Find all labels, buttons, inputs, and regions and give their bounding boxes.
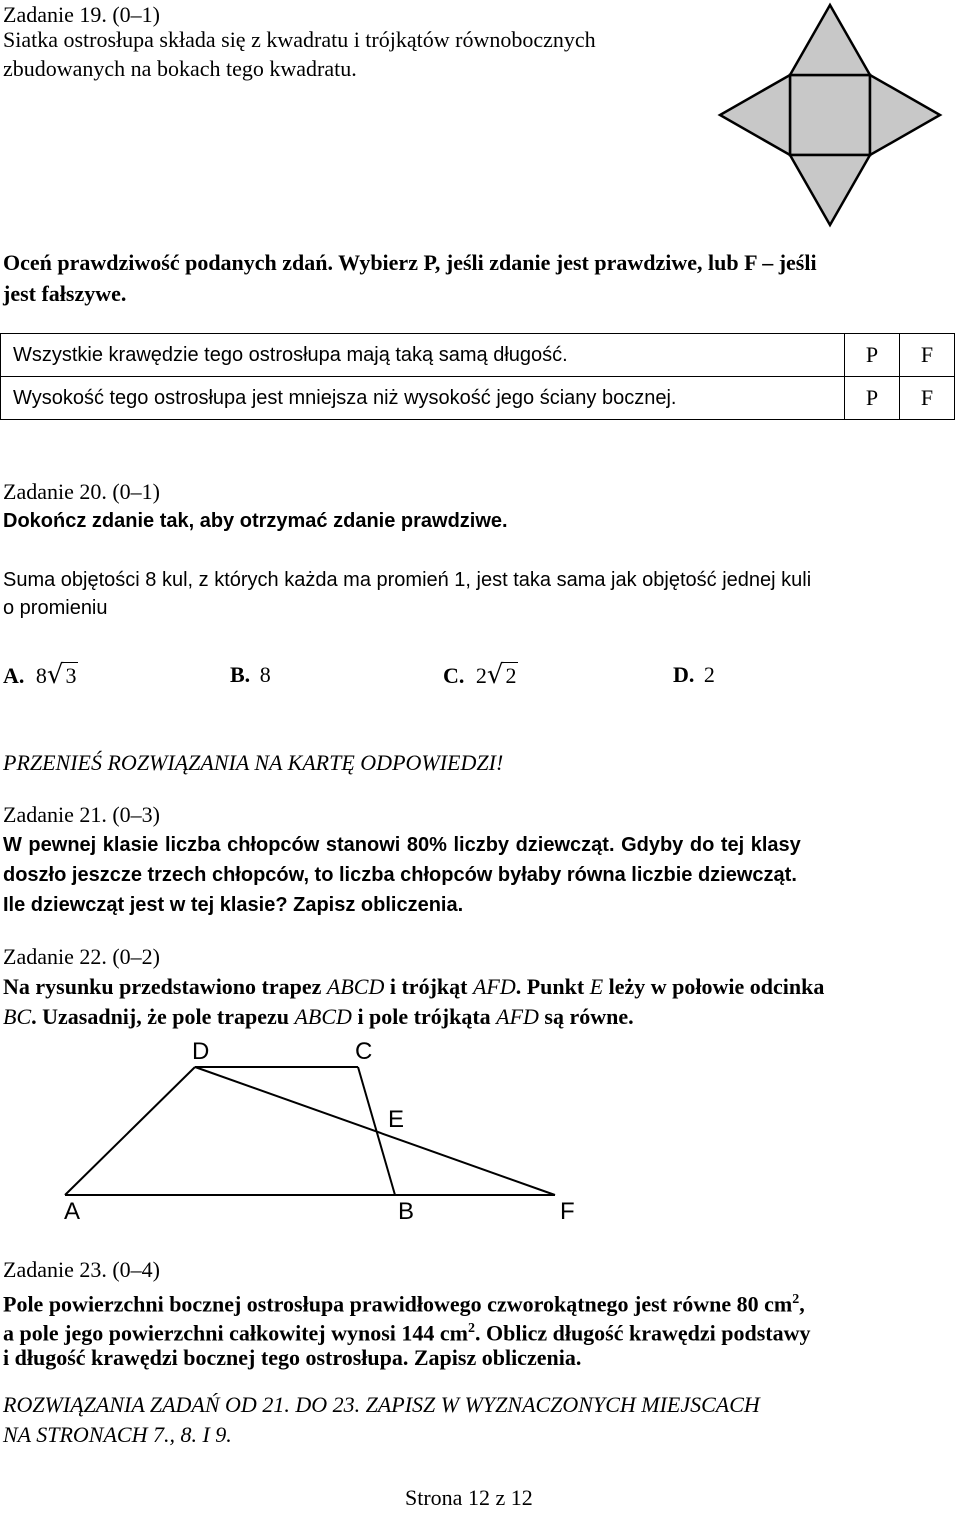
task20-stem-line1: Suma objętości 8 kul, z których każda ma promień 1, jest taka sama jak objętość jednej kuli: [3, 569, 812, 591]
label-c: C: [355, 1038, 373, 1065]
text: i pole trójkąta: [351, 1004, 497, 1029]
footer-note-line2: NA STRONACH 7., 8. I 9.: [3, 1422, 232, 1447]
task19-title: Zadanie 19. (0–1): [3, 2, 160, 27]
option-p[interactable]: P: [845, 377, 900, 420]
task19-intro-line1: Siatka ostrosłupa składa się z kwadratu i trójkątów równobocznych: [3, 27, 596, 52]
triangle-name: AFD: [472, 974, 516, 999]
text: . Uzasadnij, że pole trapezu: [31, 1004, 295, 1029]
task22-title: Zadanie 22. (0–2): [3, 944, 160, 969]
label-a: A: [64, 1198, 81, 1225]
task23-title: Zadanie 23. (0–4): [3, 1257, 160, 1282]
statement-text: Wszystkie krawędzie tego ostrosłupa mają taką samą długość.: [1, 334, 845, 377]
label-d: D: [192, 1038, 210, 1065]
option-label: B.: [230, 662, 251, 687]
text: Na rysunku przedstawiono trapez: [3, 974, 327, 999]
option-radicand: 2: [505, 663, 517, 688]
task19-intro-line2: zbudowanych na bokach tego kwadratu.: [3, 56, 357, 81]
trapezoid-name: ABCD: [326, 974, 385, 999]
text: . Oblicz długość krawędzi podstawy: [475, 1320, 811, 1346]
option-radicand: 3: [65, 663, 77, 688]
option-f[interactable]: F: [900, 377, 955, 420]
task19-instruction-line1: Oceń prawdziwość podanych zdań. Wybierz P, jeśli zdanie jest prawdziwe, lub F – jeśli: [3, 250, 817, 275]
exponent: 2: [468, 1321, 475, 1336]
option-value: 2: [703, 662, 715, 687]
statement-text: Wysokość tego ostrosłupa jest mniejsza niż wysokość jego ściany bocznej.: [1, 377, 845, 420]
footer-note-line1: ROZWIĄZANIA ZADAŃ OD 21. DO 23. ZAPISZ W WYZNACZONYCH MIEJSCACH: [3, 1392, 760, 1417]
option-coef: 8: [35, 663, 47, 688]
text: a pole jego powierzchni całkowitej wynosi 144 cm: [3, 1320, 468, 1346]
label-f: F: [560, 1198, 575, 1225]
option-p[interactable]: P: [845, 334, 900, 377]
text: leży w połowie odcinka: [603, 974, 825, 999]
text: i trójkąt: [384, 974, 473, 999]
option-label: A.: [3, 663, 25, 688]
task21-line2: doszło jeszcze trzech chłopców, to liczba chłopców byłaby równa liczbie dziewcząt.: [3, 864, 797, 886]
text: są równe.: [538, 1004, 634, 1029]
exponent: 2: [792, 1292, 800, 1307]
point-name: E: [589, 974, 604, 999]
segment-df: [195, 1067, 555, 1195]
transfer-answers-note: PRZENIEŚ ROZWIĄZANIA NA KARTĘ ODPOWIEDZI!: [3, 750, 504, 775]
page-number: Strona 12 z 12: [405, 1485, 533, 1510]
label-e: E: [388, 1106, 405, 1133]
text: ,: [799, 1291, 805, 1317]
segment-ad: [65, 1067, 195, 1195]
task19-instruction-line2: jest fałszywe.: [3, 281, 127, 306]
option-label: C.: [443, 663, 465, 688]
option-coef: 2: [475, 663, 487, 688]
task23-line3: i długość krawędzi bocznej tego ostrosłupa. Zapisz obliczenia.: [3, 1345, 582, 1370]
label-b: B: [398, 1198, 415, 1225]
task21-title: Zadanie 21. (0–3): [3, 802, 160, 827]
segment-name: BC: [3, 1004, 32, 1029]
text: . Punkt: [515, 974, 590, 999]
task21-line3: Ile dziewcząt jest w tej klasie? Zapisz obliczenia.: [3, 894, 464, 916]
trapezoid-name: ABCD: [294, 1004, 352, 1029]
task21-line1: W pewnej klasie liczba chłopców stanowi 80% liczby dziewcząt. Gdyby do tej klasy: [3, 834, 801, 856]
sqrt-symbol: √2: [486, 660, 517, 690]
task20-instruction: Dokończ zdanie tak, aby otrzymać zdanie prawdziwe.: [3, 510, 508, 532]
sqrt-symbol: √3: [46, 660, 77, 690]
option-value: 8: [259, 662, 271, 687]
text: Pole powierzchni bocznej ostrosłupa prawidłowego czworokątnego jest równe 80 cm: [3, 1291, 793, 1317]
triangle-name: AFD: [496, 1004, 539, 1029]
option-f[interactable]: F: [900, 334, 955, 377]
task20-stem-line2: o promieniu: [3, 597, 108, 619]
option-label: D.: [673, 662, 695, 687]
task20-title: Zadanie 20. (0–1): [3, 479, 160, 504]
